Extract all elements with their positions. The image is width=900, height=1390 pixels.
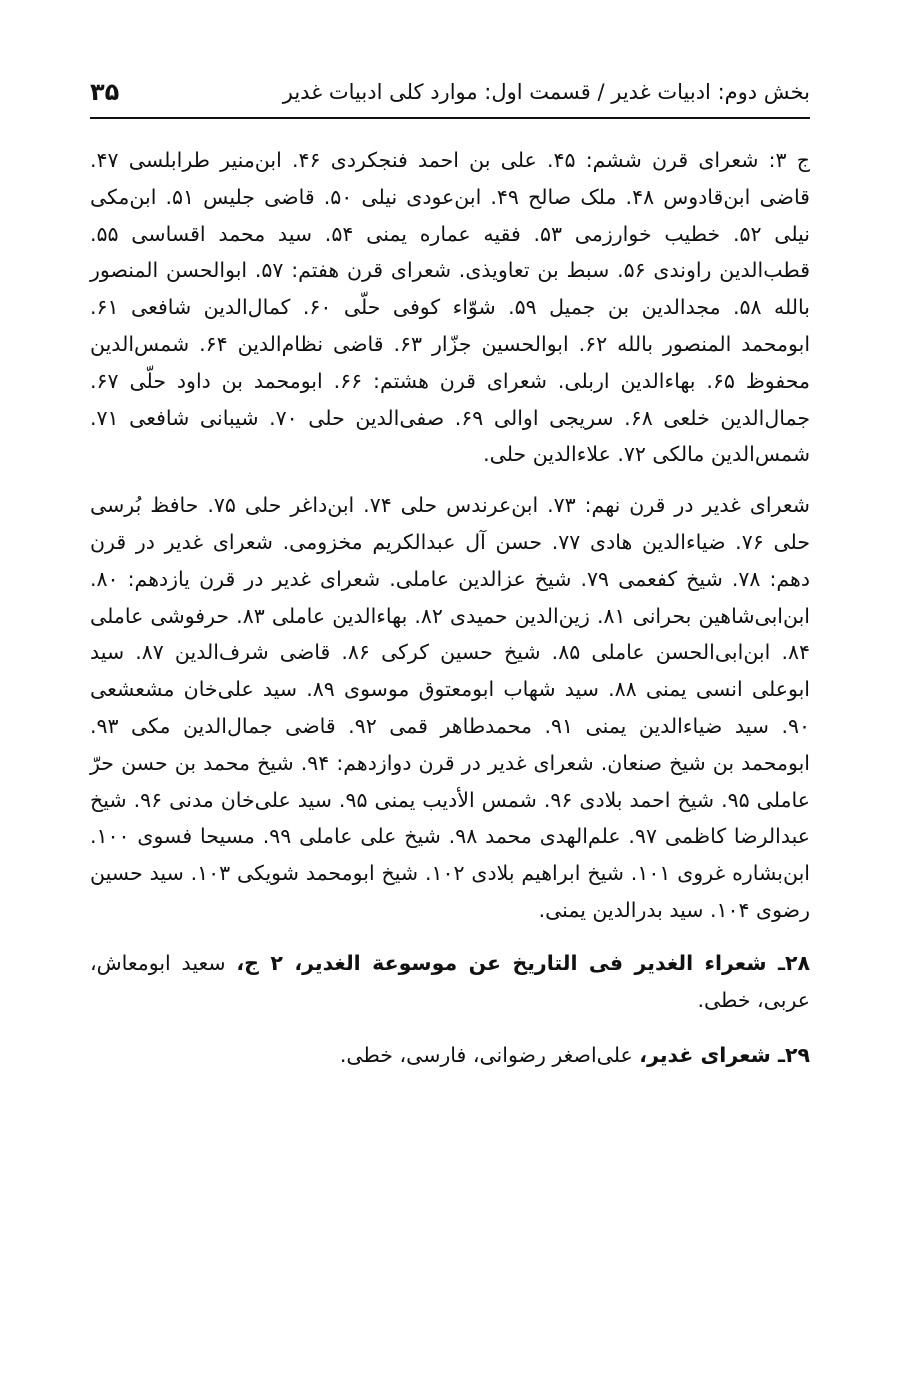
bibliography-entry-29 (90, 1037, 810, 1074)
entry-28-details: سعید ابومعاش، عربی، خطی. (90, 950, 810, 1012)
entry-29-details: علی‌اصغر رضوانی، فارسی، خطی. (339, 1042, 640, 1067)
page-body (90, 142, 810, 1092)
entry-28-title: ۲۸ـ شعراء الغدیر فی التاریخ عن موسوعة الغدیر، ۲ ج، (236, 950, 811, 975)
running-header (90, 72, 810, 112)
header-rule (90, 117, 810, 119)
entry-29-title: ۲۹ـ شعرای غدیر، (639, 1042, 810, 1067)
paragraph-poets-6th-8th-century: ج ۳: شعرای قرن ششم: ۴۵. علی بن احمد فنجکردی ۴۶. ابن‌منیر طرابلسی ۴۷. قاضی ابن‌قادوس ۴۸. ملک صالح ۴۹. ابن‌عودی نیلی ۵۰. قاضی جلیس ۵۱. ابن‌مکی نیلی ۵۲. خطیب خوارزمی ۵۳. فقیه عماره یمنی ۵۴. سید محمد اقساسی ۵۵. قطب‌الدین راوندی ۵۶. سبط بن تعاویذی. شعرای قرن هفتم: ۵۷. ابوالحسن المنصور بالله ۵۸. مجدالدین بن جمیل ۵۹. شوّاء کوفی حلّی ۶۰. کمال‌الدین شافعی ۶۱. ابومحمد المنصور بالله ۶۲. ابوالحسین جزّار ۶۳. قاضی نظام‌الدین ۶۴. شمس‌الدین محفوظ ۶۵. بهاءالدین اربلی. شعرای قرن هشتم: ۶۶. ابومحمد بن داود حلّی ۶۷. جمال‌الدین خلعی ۶۸. سریجی اوالی ۶۹. صفی‌الدین حلی ۷۰. شیبانی شافعی ۷۱. شمس‌الدین مالکی ۷۲. علاءالدین حلی. (90, 148, 811, 467)
bibliography-entry-28 (90, 945, 810, 1019)
running-header-title: بخش دوم: ادبیات غدیر / قسمت اول: موارد کلی ادبیات غدیر (282, 80, 810, 104)
page-number: ۳۵ (90, 78, 120, 106)
paragraph-poets-9th-12th-century: شعرای غدیر در قرن نهم: ۷۳. ابن‌عرندس حلی ۷۴. ابن‌داغر حلی ۷۵. حافظ بُرسی حلی ۷۶. ضیاءالدین هادی ۷۷. حسن آل عبدالکریم مخزومی. شعرای غدیر در قرن دهم: ۷۸. شیخ کفعمی ۷۹. شیخ عزالدین عاملی. شعرای غدیر در قرن یازدهم: ۸۰. ابن‌ابی‌شاهین بحرانی ۸۱. زین‌الدین حمیدی ۸۲. بهاءالدین عاملی ۸۳. حرفوشی عاملی ۸۴. ابن‌ابی‌الحسن عاملی ۸۵. شیخ حسین کرکی ۸۶. قاضی شرف‌الدین ۸۷. سید ابوعلی انسی یمنی ۸۸. سید شهاب ابومعتوق موسوی ۸۹. سید علی‌خان مشعشعی ۹۰. سید ضیاءالدین یمنی ۹۱. محمدطاهر قمی ۹۲. قاضی جمال‌الدین مکی ۹۳. ابومحمد بن شیخ صنعان. شعرای غدیر در قرن دوازدهم: ۹۴. شیخ محمد بن حسن حرّ عاملی ۹۵. شیخ احمد بلادی ۹۶. شمس الأدیب یمنی ۹۵. سید علی‌خان مدنی ۹۶. شیخ عبدالرضا کاظمی ۹۷. علم‌الهدی محمد ۹۸. شیخ علی عاملی ۹۹. مسیحا فسوی ۱۰۰. ابن‌بشاره غروی ۱۰۱. شیخ ابراهیم بلادی ۱۰۲. شیخ ابومحمد شویکی ۱۰۳. سید حسین رضوی ۱۰۴. سید بدرالدین یمنی. (90, 493, 811, 922)
